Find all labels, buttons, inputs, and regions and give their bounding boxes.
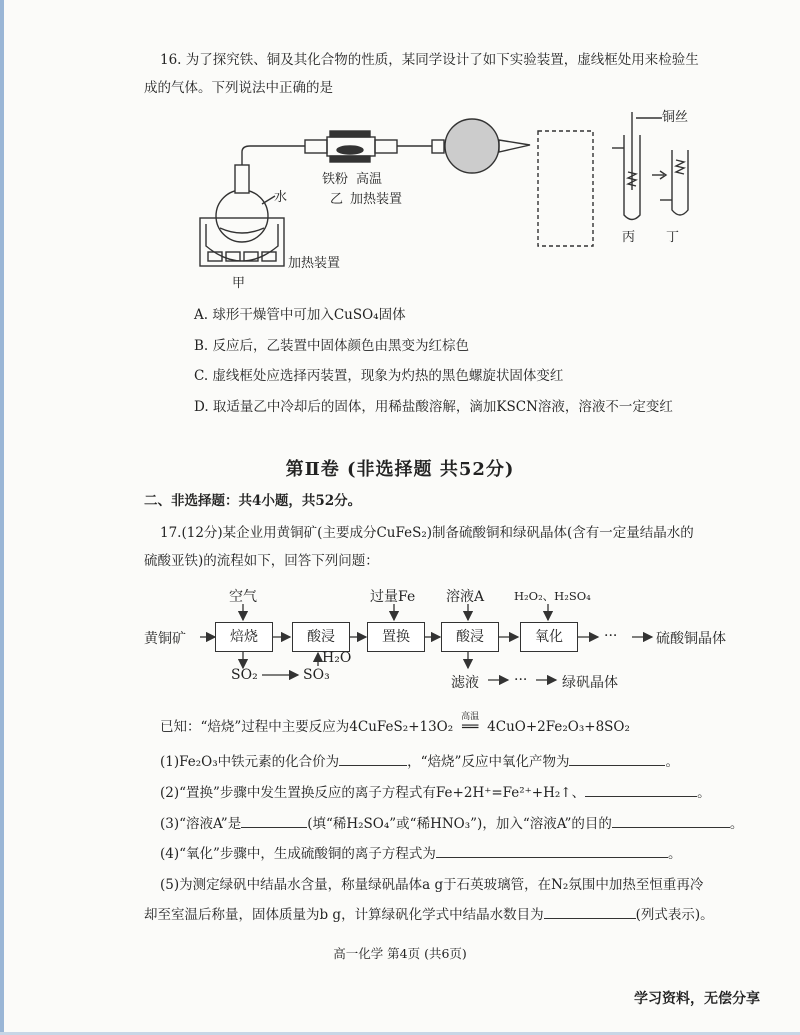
q17-sub1-blank-1[interactable] xyxy=(339,751,407,766)
flow-h2o2-h2so4: H₂O₂、H₂SO₄ xyxy=(514,589,591,603)
q17-sub2-end: 。 xyxy=(697,785,711,801)
section-2-subtitle: 二、非选择题：共4小题，共52分。 xyxy=(144,493,362,509)
label-ding: 丁 xyxy=(666,230,680,245)
q17-sub5-end: (列式表示)。 xyxy=(635,907,714,923)
q17-sub2-text: (2)“置换”步骤中发生置换反应的离子方程式有Fe+2H⁺=Fe²⁺+H₂↑、 xyxy=(160,785,586,801)
q16-stem-line1: 16. 为了探究铁、铜及其化合物的性质，某同学设计了如下实验装置，虚线框处用来检验生 xyxy=(160,52,699,68)
q17-sub3-end: 。 xyxy=(729,816,744,832)
flow-solution-a: 溶液A xyxy=(446,589,485,605)
q17-sub4-text: (4)“氧化”步骤中，生成硫酸铜的离子方程式为 xyxy=(160,846,436,862)
known-reaction-suffix: 4CuO+2Fe₂O₃+8SO₂ xyxy=(487,719,630,735)
flow-excess-fe: 过量Fe xyxy=(370,589,416,605)
q17-sub3-blank-2[interactable] xyxy=(612,813,730,828)
q17-sub3-blank-1[interactable] xyxy=(241,813,307,828)
flow-box-acid-leach-2: 酸浸 xyxy=(441,622,499,652)
q17-sub4 xyxy=(160,843,681,864)
flow-dots-1: ··· xyxy=(604,628,618,644)
flow-filtrate: 滤液 xyxy=(451,675,479,691)
known-reaction-cond-text: 高温 xyxy=(461,712,480,722)
label-yi: 乙 xyxy=(330,192,344,207)
label-yi-heating-device: 加热装置 xyxy=(350,192,403,207)
flow-h2o: H₂O xyxy=(322,650,352,666)
q16-option-a: A. 球形干燥管中可加入CuSO₄固体 xyxy=(194,307,406,323)
q17-sub5-line1: (5)为测定绿矾中结晶水含量，称量绿矾晶体a g于石英玻璃管，在N₂氛围中加热至恒重再冷 xyxy=(160,877,704,893)
q17-sub1 xyxy=(160,751,679,772)
flow-air: 空气 xyxy=(229,589,257,605)
q17-sub2 xyxy=(160,782,711,803)
flow-so3: SO₃ xyxy=(303,667,330,683)
q17-sub1-text-b: ，“焙烧”反应中氧化产物为 xyxy=(407,754,570,770)
corner-note: 学习资料，无偿分享 xyxy=(634,991,760,1007)
q17-sub1-blank-2[interactable] xyxy=(569,751,665,766)
page-footer: 高一化学 第4页 (共6页) xyxy=(333,946,467,961)
label-copper-wire: 铜丝 xyxy=(662,110,689,125)
q17-sub5-line2 xyxy=(144,904,714,925)
flow-product-copper-sulfate: 硫酸铜晶体 xyxy=(656,631,726,647)
q17-sub5-text: 却至室温后称量，固体质量为b g，计算绿矾化学式中结晶水数目为 xyxy=(144,907,544,923)
section-2-title: 第Ⅱ卷 (非选择题 共52分) xyxy=(285,459,515,480)
label-iron-powder: 铁粉 xyxy=(322,172,349,187)
label-bing: 丙 xyxy=(622,230,636,245)
flow-product-green-vitriol: 绿矾晶体 xyxy=(562,675,618,691)
q17-sub3 xyxy=(160,813,743,834)
flow-box-replacement: 置换 xyxy=(367,622,425,652)
flow-box-acid-leach-1: 酸浸 xyxy=(292,622,350,652)
flow-raw-material: 黄铜矿 xyxy=(144,631,186,647)
q17-sub1-text-a: (1)Fe₂O₃中铁元素的化合价为 xyxy=(160,754,340,770)
flow-box-roasting: 焙烧 xyxy=(215,622,273,652)
flow-dots-2: ··· xyxy=(514,672,528,688)
flow-so2: SO₂ xyxy=(231,667,258,683)
label-jia: 甲 xyxy=(232,276,246,291)
q17-sub4-end: 。 xyxy=(667,846,682,862)
q16-stem-line2: 成的气体。下列说法中正确的是 xyxy=(144,80,333,96)
known-reaction-prefix: 已知：“焙烧”过程中主要反应为4CuFeS₂+13O₂ xyxy=(160,719,454,735)
label-water: 水 xyxy=(274,190,288,205)
q16-option-c: C. 虚线框处应选择丙装置，现象为灼热的黑色螺旋状固体变红 xyxy=(194,368,564,384)
q17-sub3-text-b: (填“稀H₂SO₄”或“稀HNO₃”)，加入“溶液A”的目的 xyxy=(307,816,612,832)
known-reaction-condition: 高温 ══ xyxy=(453,717,487,737)
q17-known-reaction xyxy=(160,712,630,737)
q16-option-d: D. 取适量乙中冷却后的固体，用稀盐酸溶解，滴加KSCN溶液，溶液不一定变红 xyxy=(194,399,673,415)
q17-stem-line2: 硫酸亚铁)的流程如下，回答下列问题： xyxy=(144,553,379,569)
label-jia-heating-device: 加热装置 xyxy=(288,256,341,271)
q17-sub1-end: 。 xyxy=(665,754,679,770)
q17-sub3-text-a: (3)“溶液A”是 xyxy=(160,816,242,832)
q16-option-b: B. 反应后，乙装置中固体颜色由黑变为红棕色 xyxy=(194,338,470,354)
q17-sub5-blank[interactable] xyxy=(544,904,636,919)
q17-stem-line1: 17.(12分)某企业用黄铜矿(主要成分CuFeS₂)制备硫酸铜和绿矾晶体(含有一定量结晶水的 xyxy=(160,525,694,541)
q17-sub4-blank[interactable] xyxy=(436,843,668,858)
label-high-temp: 高温 xyxy=(356,172,383,187)
flow-box-oxidation: 氧化 xyxy=(520,622,578,652)
q17-sub2-blank[interactable] xyxy=(585,782,697,797)
